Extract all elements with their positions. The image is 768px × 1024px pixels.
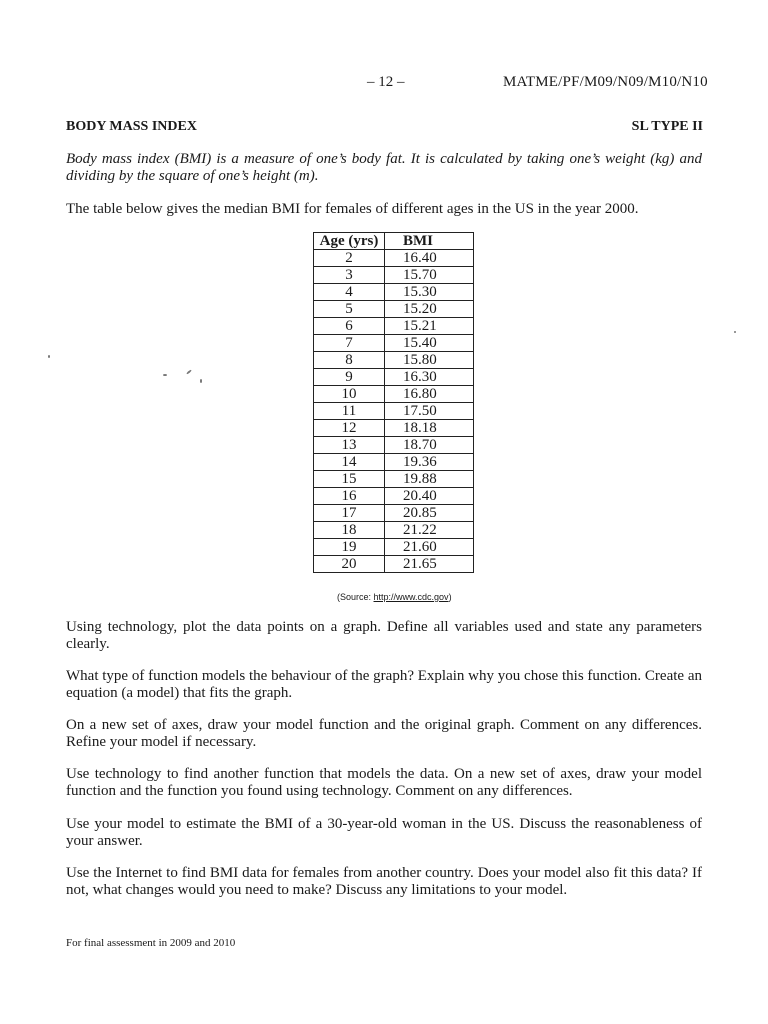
bmi-cell: 15.20 xyxy=(385,301,474,318)
age-cell: 8 xyxy=(314,352,385,369)
age-cell: 14 xyxy=(314,454,385,471)
table-row xyxy=(314,471,474,488)
age-header: Age (yrs) xyxy=(314,233,385,250)
age-cell: 19 xyxy=(314,539,385,556)
source-note xyxy=(337,592,452,602)
table-body xyxy=(314,250,474,573)
table-row xyxy=(314,318,474,335)
age-cell: 10 xyxy=(314,386,385,403)
age-cell: 3 xyxy=(314,267,385,284)
document-code: MATME/PF/M09/N09/M10/N10 xyxy=(503,74,708,90)
source-prefix: (Source: xyxy=(337,592,374,602)
scan-speck xyxy=(48,355,50,358)
bmi-table xyxy=(313,232,474,573)
bmi-cell: 20.40 xyxy=(385,488,474,505)
bmi-cell: 16.40 xyxy=(385,250,474,267)
bmi-cell: 16.80 xyxy=(385,386,474,403)
bmi-cell: 15.30 xyxy=(385,284,474,301)
table-row xyxy=(314,250,474,267)
table-row xyxy=(314,454,474,471)
table-introduction: The table below gives the median BMI for females of different ages in the US in the year 2000. xyxy=(66,201,639,217)
age-cell: 12 xyxy=(314,420,385,437)
age-cell: 2 xyxy=(314,250,385,267)
source-suffix: ) xyxy=(448,592,452,602)
age-cell: 9 xyxy=(314,369,385,386)
source-link[interactable]: http://www.cdc.gov xyxy=(373,592,449,602)
bmi-cell: 19.88 xyxy=(385,471,474,488)
table-header-row xyxy=(314,233,474,250)
page-number: – 12 – xyxy=(367,74,405,90)
age-cell: 17 xyxy=(314,505,385,522)
age-cell: 11 xyxy=(314,403,385,420)
table-row xyxy=(314,437,474,454)
table-row xyxy=(314,267,474,284)
bmi-cell: 21.65 xyxy=(385,556,474,573)
table-row xyxy=(314,335,474,352)
bmi-cell: 21.60 xyxy=(385,539,474,556)
question-3: On a new set of axes, draw your model function and the original graph. Comment on any differences. Refine your model if necessary. xyxy=(66,717,702,750)
age-cell: 5 xyxy=(314,301,385,318)
question-6: Use the Internet to find BMI data for females from another country. Does your model also fit this data? If not, what changes would you need to make? Discuss any limitations to your model. xyxy=(66,865,702,898)
scan-speck xyxy=(163,374,167,376)
table-row xyxy=(314,301,474,318)
bmi-header: BMI xyxy=(385,233,474,250)
age-cell: 7 xyxy=(314,335,385,352)
table-row xyxy=(314,522,474,539)
question-4: Use technology to find another function that models the data. On a new set of axes, draw your model function and the function you found using technology. Comment on any differences. xyxy=(66,766,702,799)
bmi-cell: 15.21 xyxy=(385,318,474,335)
table-row xyxy=(314,369,474,386)
question-1: Using technology, plot the data points on a graph. Define all variables used and state any parameters clearly. xyxy=(66,619,702,652)
table-row xyxy=(314,488,474,505)
bmi-cell: 20.85 xyxy=(385,505,474,522)
question-2: What type of function models the behaviour of the graph? Explain why you chose this function. Create an equation (a model) that fits the graph. xyxy=(66,668,702,701)
bmi-cell: 15.70 xyxy=(385,267,474,284)
bmi-cell: 18.18 xyxy=(385,420,474,437)
table-row xyxy=(314,386,474,403)
age-cell: 13 xyxy=(314,437,385,454)
age-cell: 16 xyxy=(314,488,385,505)
table-row xyxy=(314,420,474,437)
age-cell: 15 xyxy=(314,471,385,488)
bmi-cell: 15.80 xyxy=(385,352,474,369)
scan-speck xyxy=(200,379,202,383)
section-title: BODY MASS INDEX xyxy=(66,119,197,134)
bmi-cell: 18.70 xyxy=(385,437,474,454)
table-row xyxy=(314,284,474,301)
age-cell: 18 xyxy=(314,522,385,539)
bmi-cell: 21.22 xyxy=(385,522,474,539)
age-cell: 20 xyxy=(314,556,385,573)
age-cell: 4 xyxy=(314,284,385,301)
table-row xyxy=(314,403,474,420)
age-cell: 6 xyxy=(314,318,385,335)
scan-speck xyxy=(734,331,736,333)
task-type: SL TYPE II xyxy=(631,119,703,134)
table-row xyxy=(314,539,474,556)
bmi-cell: 16.30 xyxy=(385,369,474,386)
question-5: Use your model to estimate the BMI of a 30-year-old woman in the US. Discuss the reasonableness of your answer. xyxy=(66,816,702,849)
bmi-definition: Body mass index (BMI) is a measure of one’s body fat. It is calculated by taking one’s weight (kg) and dividing by the square of one’s height (m). xyxy=(66,151,702,184)
bmi-cell: 19.36 xyxy=(385,454,474,471)
table-row xyxy=(314,352,474,369)
bmi-cell: 17.50 xyxy=(385,403,474,420)
table-row xyxy=(314,505,474,522)
bmi-cell: 15.40 xyxy=(385,335,474,352)
table-row xyxy=(314,556,474,573)
footer-note: For final assessment in 2009 and 2010 xyxy=(66,937,236,949)
scan-speck xyxy=(186,369,192,374)
